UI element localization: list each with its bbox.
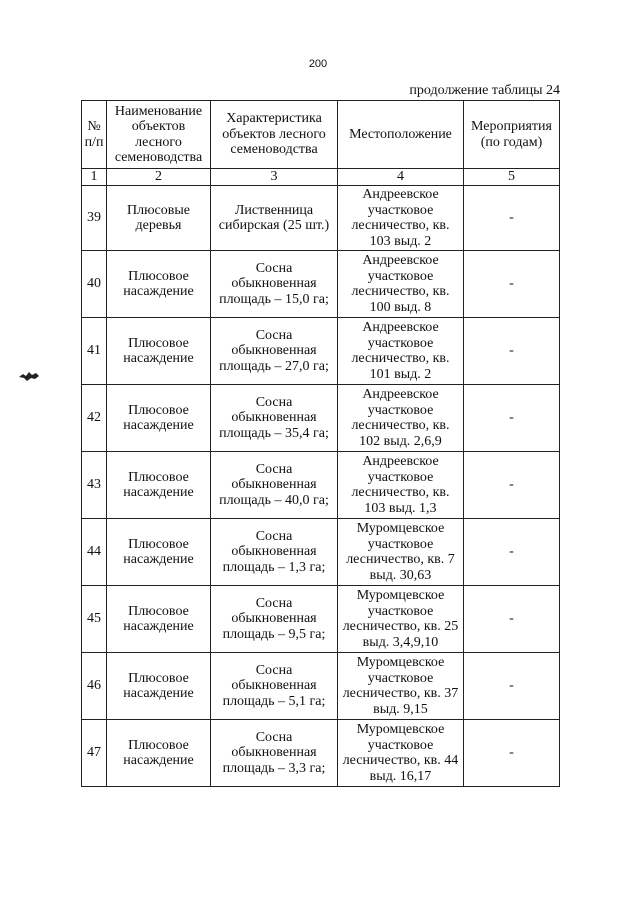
activities-cell: - xyxy=(464,586,560,653)
object-name-cell: Плюсовое насаждение xyxy=(107,452,211,519)
location-cell: Андреевское участковое лесничество, кв. 103 выд. 2 xyxy=(338,186,464,251)
table-row xyxy=(82,452,560,519)
characteristic-cell: Сосна обыкновенная площадь – 3,3 га; xyxy=(211,720,338,787)
object-name-cell: Плюсовое насаждение xyxy=(107,653,211,720)
object-name-cell: Плюсовое насаждение xyxy=(107,720,211,787)
header-characteristic: Характеристика объектов лесного семеноводства xyxy=(211,101,338,169)
table-header-row xyxy=(82,101,560,169)
header-number: № п/п xyxy=(82,101,107,169)
activities-cell: - xyxy=(464,720,560,787)
characteristic-cell: Сосна обыкновенная площадь – 27,0 га; xyxy=(211,318,338,385)
row-number: 44 xyxy=(82,519,107,586)
page-number: 200 xyxy=(308,58,328,70)
location-cell: Андреевское участковое лесничество, кв. 102 выд. 2,6,9 xyxy=(338,385,464,452)
location-cell: Муромцевское участковое лесничество, кв. 7 выд. 30,63 xyxy=(338,519,464,586)
characteristic-cell: Сосна обыкновенная площадь – 40,0 га; xyxy=(211,452,338,519)
characteristic-cell: Сосна обыкновенная площадь – 9,5 га; xyxy=(211,586,338,653)
table-row xyxy=(82,519,560,586)
table-row xyxy=(82,186,560,251)
column-number: 4 xyxy=(338,169,464,186)
table-row xyxy=(82,318,560,385)
row-number: 42 xyxy=(82,385,107,452)
table-row xyxy=(82,586,560,653)
object-name-cell: Плюсовое насаждение xyxy=(107,385,211,452)
scan-artifact-smudge xyxy=(18,370,40,382)
object-name-cell: Плюсовое насаждение xyxy=(107,318,211,385)
activities-cell: - xyxy=(464,186,560,251)
column-number: 5 xyxy=(464,169,560,186)
column-number: 1 xyxy=(82,169,107,186)
characteristic-cell: Сосна обыкновенная площадь – 1,3 га; xyxy=(211,519,338,586)
characteristic-cell: Сосна обыкновенная площадь – 35,4 га; xyxy=(211,385,338,452)
row-number: 45 xyxy=(82,586,107,653)
location-cell: Андреевское участковое лесничество, кв. 100 выд. 8 xyxy=(338,251,464,318)
object-name-cell: Плюсовое насаждение xyxy=(107,519,211,586)
forest-seed-objects-table xyxy=(81,100,560,787)
location-cell: Андреевское участковое лесничество, кв. 101 выд. 2 xyxy=(338,318,464,385)
header-object-name: Наименование объектов лесного семеноводства xyxy=(107,101,211,169)
activities-cell: - xyxy=(464,519,560,586)
characteristic-cell: Сосна обыкновенная площадь – 5,1 га; xyxy=(211,653,338,720)
location-cell: Андреевское участковое лесничество, кв. 103 выд. 1,3 xyxy=(338,452,464,519)
object-name-cell: Плюсовое насаждение xyxy=(107,586,211,653)
activities-cell: - xyxy=(464,385,560,452)
row-number: 46 xyxy=(82,653,107,720)
characteristic-cell: Сосна обыкновенная площадь – 15,0 га; xyxy=(211,251,338,318)
location-cell: Муромцевское участковое лесничество, кв. 44 выд. 16,17 xyxy=(338,720,464,787)
row-number: 43 xyxy=(82,452,107,519)
object-name-cell: Плюсовые деревья xyxy=(107,186,211,251)
column-number: 2 xyxy=(107,169,211,186)
location-cell: Муромцевское участковое лесничество, кв. 37 выд. 9,15 xyxy=(338,653,464,720)
row-number: 39 xyxy=(82,186,107,251)
column-number: 3 xyxy=(211,169,338,186)
row-number: 40 xyxy=(82,251,107,318)
table-row xyxy=(82,653,560,720)
object-name-cell: Плюсовое насаждение xyxy=(107,251,211,318)
table-continuation-note: продолжение таблицы 24 xyxy=(409,83,560,98)
activities-cell: - xyxy=(464,318,560,385)
table-row xyxy=(82,251,560,318)
header-activities: Мероприятия (по годам) xyxy=(464,101,560,169)
characteristic-cell: Лиственница сибирская (25 шт.) xyxy=(211,186,338,251)
row-number: 41 xyxy=(82,318,107,385)
table-row xyxy=(82,720,560,787)
activities-cell: - xyxy=(464,452,560,519)
table-row xyxy=(82,385,560,452)
header-location: Местоположение xyxy=(338,101,464,169)
column-number-row xyxy=(82,169,560,186)
activities-cell: - xyxy=(464,653,560,720)
location-cell: Муромцевское участковое лесничество, кв. 25 выд. 3,4,9,10 xyxy=(338,586,464,653)
activities-cell: - xyxy=(464,251,560,318)
row-number: 47 xyxy=(82,720,107,787)
